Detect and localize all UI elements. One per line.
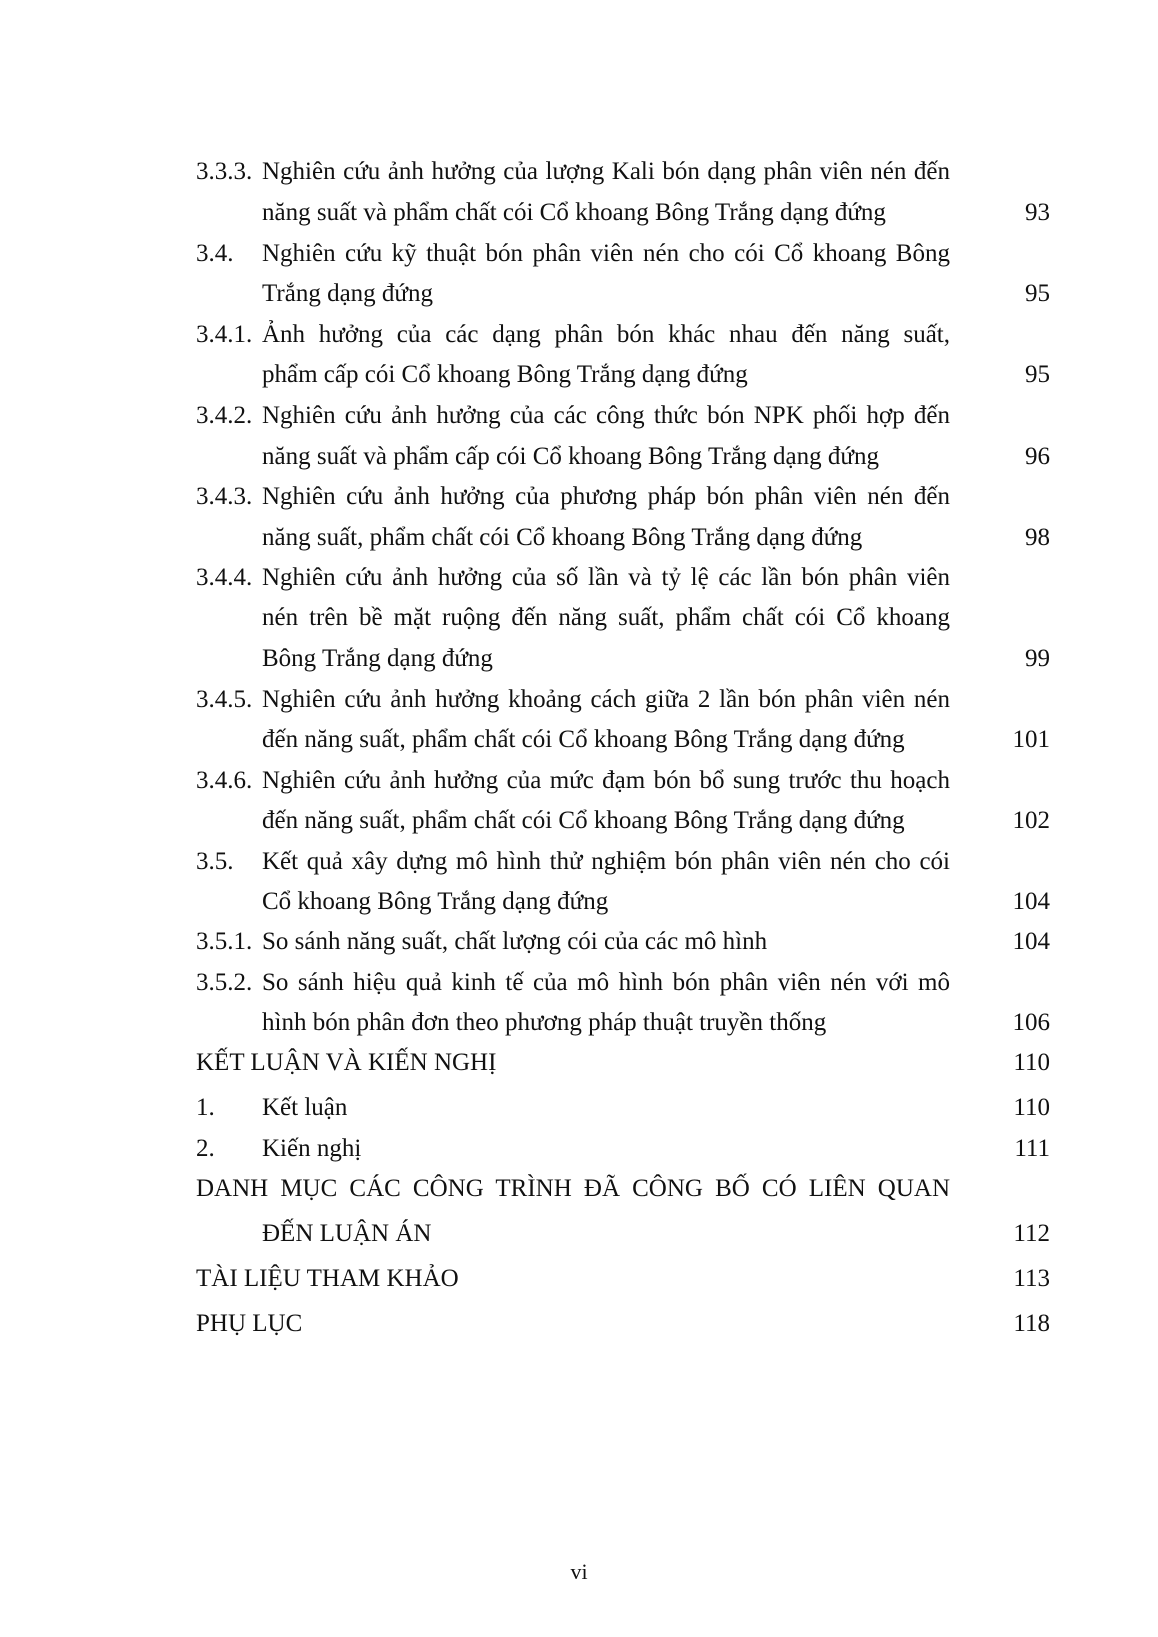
toc-entry-title-line: nén trên bề mặt ruộng đến năng suất, phẩm chất cói Cổ khoang [262, 604, 950, 631]
toc-entry-title-line: Nghiên cứu kỹ thuật bón phân viên nén cho cói Cổ khoang Bông [262, 240, 950, 267]
toc-entry-title-line: Nghiên cứu ảnh hưởng của mức đạm bón bổ sung trước thu hoạch [262, 767, 950, 794]
toc-entry-title-line: Trắng dạng đứng [262, 280, 433, 307]
toc-entry-page: 111 [1014, 1135, 1050, 1162]
toc-entry-page: 95 [1025, 280, 1050, 307]
toc-entry-number: 3.4.3. [196, 483, 253, 510]
toc-entry-title-line: ĐẾN LUẬN ÁN [262, 1220, 432, 1247]
toc-entry-title-line: Kết quả xây dựng mô hình thử nghiệm bón phân viên nén cho cói [262, 848, 950, 875]
toc-entry-title-line: Ảnh hưởng của các dạng phân bón khác nhau đến năng suất, [262, 321, 950, 348]
toc-entry-title-line: năng suất và phẩm chất cói Cổ khoang Bông Trắng dạng đứng [262, 199, 886, 226]
toc-entry-page: 112 [1013, 1220, 1050, 1247]
toc-entry-number: 3.5. [196, 848, 234, 875]
toc-entry-page: 96 [1025, 443, 1050, 470]
toc-entry-title-line: Nghiên cứu ảnh hưởng của các công thức bón NPK phối hợp đến [262, 402, 950, 429]
toc-entry-number: 3.4. [196, 240, 234, 267]
toc-entry-page: 106 [1012, 1009, 1050, 1036]
toc-entry-title-line: DANH MỤC CÁC CÔNG TRÌNH ĐÃ CÔNG BỐ CÓ LIÊN QUAN [196, 1175, 950, 1202]
toc-entry-title-line: năng suất và phẩm cấp cói Cổ khoang Bông Trắng dạng đứng [262, 443, 879, 470]
toc-entry-title-line: Nghiên cứu ảnh hưởng của số lần và tỷ lệ các lần bón phân viên [262, 564, 950, 591]
toc-entry-title-line: Nghiên cứu ảnh hưởng khoảng cách giữa 2 lần bón phân viên nén [262, 686, 950, 713]
toc-entry-page: 95 [1025, 361, 1050, 388]
toc-entry-number: 3.5.1. [196, 928, 253, 955]
toc-entry-page: 99 [1025, 645, 1050, 672]
toc-entry-title-line: Kết luận [262, 1094, 348, 1121]
toc-entry-title-line: KẾT LUẬN VÀ KIẾN NGHỊ [196, 1049, 497, 1076]
toc-entry-title-line: Bông Trắng dạng đứng [262, 645, 493, 672]
toc-entry-page: 101 [1012, 726, 1050, 753]
toc-entry-title-line: Cổ khoang Bông Trắng dạng đứng [262, 888, 609, 915]
toc-entry-title-line: So sánh hiệu quả kinh tế của mô hình bón phân viên nén với mô [262, 969, 950, 996]
toc-entry-page: 110 [1013, 1049, 1050, 1076]
toc-entry-page: 113 [1013, 1265, 1050, 1292]
toc-entry-page: 118 [1013, 1310, 1050, 1337]
toc-entry-title-line: PHỤ LỤC [196, 1310, 303, 1337]
toc-entry-page: 104 [1012, 888, 1050, 915]
toc-entry-title-line: Nghiên cứu ảnh hưởng của phương pháp bón phân viên nén đến [262, 483, 950, 510]
toc-entry-number: 3.4.2. [196, 402, 253, 429]
toc-entry-page: 104 [1012, 928, 1050, 955]
page-number: vi [570, 1559, 588, 1584]
toc-entry-number: 3.4.1. [196, 321, 253, 348]
toc-entry-number: 3.3.3. [196, 158, 253, 185]
toc-entry-page: 93 [1025, 199, 1050, 226]
toc-entry-title-line: năng suất, phẩm chất cói Cổ khoang Bông Trắng dạng đứng [262, 524, 863, 551]
toc-entry-title-line: So sánh năng suất, chất lượng cói của các mô hình [262, 928, 768, 955]
toc-entry-title-line: Nghiên cứu ảnh hưởng của lượng Kali bón dạng phân viên nén đến [262, 158, 950, 185]
toc-entry-number: 2. [196, 1135, 215, 1162]
toc-entry-page: 102 [1012, 807, 1050, 834]
toc-entry-title-line: hình bón phân đơn theo phương pháp thuật truyền thống [262, 1009, 827, 1036]
toc-entry-title-line: phẩm cấp cói Cổ khoang Bông Trắng dạng đứng [262, 361, 748, 388]
toc-entry-title-line: đến năng suất, phẩm chất cói Cổ khoang Bông Trắng dạng đứng [262, 726, 905, 753]
toc-entry-title-line: đến năng suất, phẩm chất cói Cổ khoang Bông Trắng dạng đứng [262, 807, 905, 834]
toc-entry-page: 98 [1025, 524, 1050, 551]
toc-entry-number: 3.4.4. [196, 564, 253, 591]
toc-entry-number: 3.4.5. [196, 686, 253, 713]
toc-entry-title-line: Kiến nghị [262, 1135, 362, 1162]
toc-entry-number: 3.5.2. [196, 969, 253, 996]
toc-entry-number: 1. [196, 1094, 215, 1121]
toc-entry-page: 110 [1013, 1094, 1050, 1121]
toc-entry-number: 3.4.6. [196, 767, 253, 794]
toc-entry-title-line: TÀI LIỆU THAM KHẢO [196, 1265, 459, 1292]
